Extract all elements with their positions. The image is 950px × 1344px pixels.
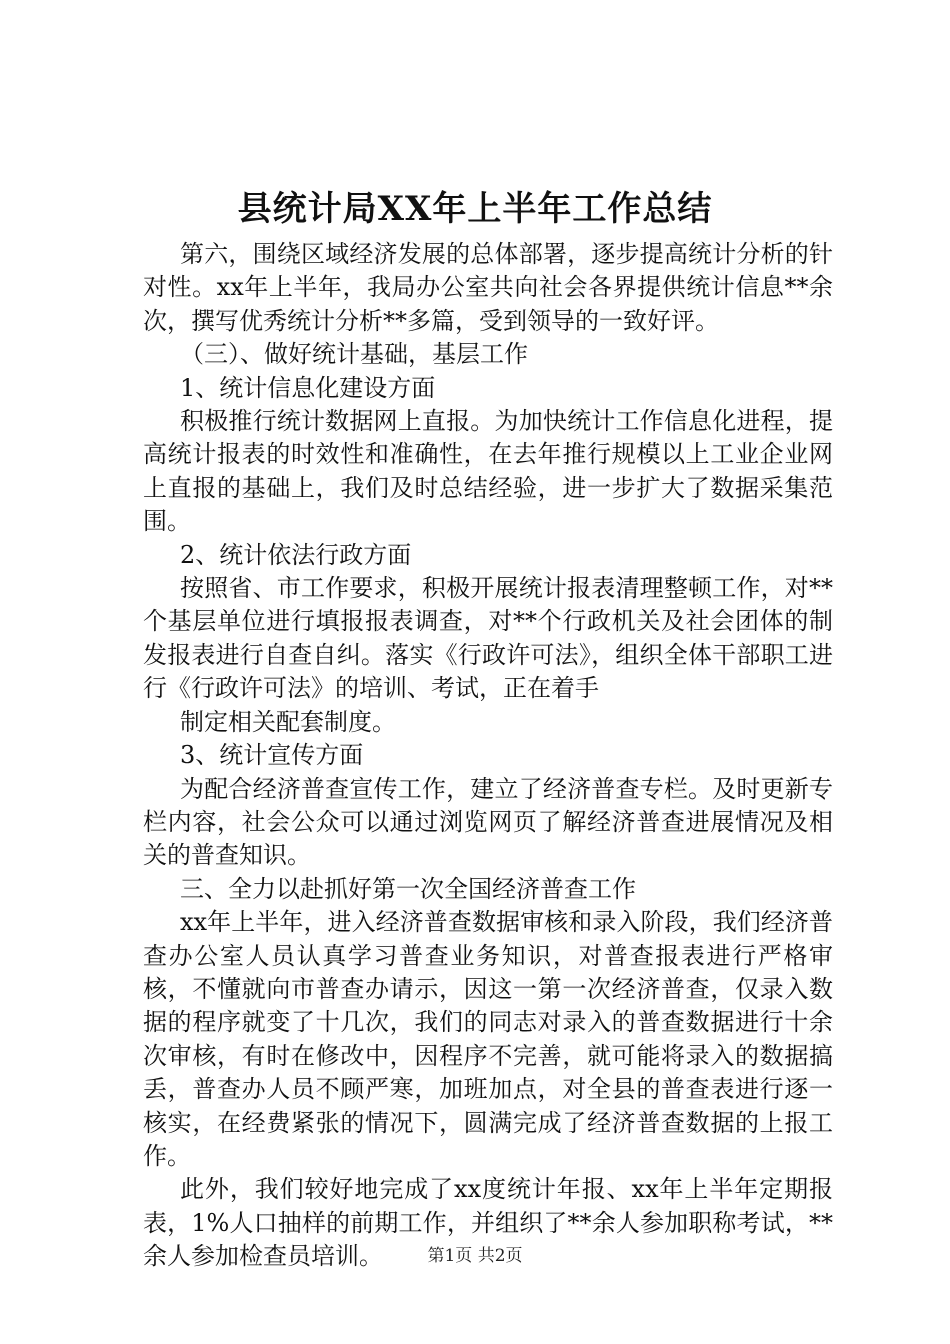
paragraph: xx年上半年，进入经济普查数据审核和录入阶段，我们经济普查办公室人员认真学习普查业务知识，对普查报表进行严格审核，不懂就向市普查办请示，因这一第一次经济普查，仅录入数据的程序就变了十几次，我们的同志对录入的普查数据进行十余次审核，有时在修改中，因程序不完善，就可能将录入的数据搞丢，普查办人员不顾严寒，加班加点，对全县的普查表进行逐一核实，在经费紧张的情况下，圆满完成了经济普查数据的上报工作。: [143, 908, 833, 1170]
page-number-footer: 第1页 共2页: [427, 1246, 523, 1266]
subsection-heading: 3、统计宣传方面: [180, 741, 364, 770]
document-body: [143, 238, 833, 1274]
paragraph: 为配合经济普查宣传工作，建立了经济普查专栏。及时更新专栏内容，社会公众可以通过浏览网页了解经济普查进展情况及相关的普查知识。: [143, 774, 833, 870]
subsection-heading: 2、统计依法行政方面: [180, 540, 412, 569]
subsection-heading: 1、统计信息化建设方面: [180, 373, 436, 402]
paragraph: 此外，我们较好地完成了xx度统计年报、xx年上半年定期报表，1%人口抽样的前期工作，并组织了**余人参加职称考试，**余人参加检查员培训。: [143, 1175, 833, 1271]
section-heading: （三）、做好统计基础，基层工作: [180, 340, 528, 369]
paragraph: 第六，围绕区域经济发展的总体部署，逐步提高统计分析的针对性。xx年上半年，我局办公室共向社会各界提供统计信息**余次，撰写优秀统计分析**多篇，受到领导的一致好评。: [143, 240, 833, 335]
paragraph: 积极推行统计数据网上直报。为加快统计工作信息化进程，提高统计报表的时效性和准确性，在去年推行规模以上工业企业网上直报的基础上，我们及时总结经验，进一步扩大了数据采集范围。: [143, 407, 833, 536]
document-title: 县统计局XX年上半年工作总结: [237, 189, 713, 229]
paragraph: 制定相关配套制度。: [180, 707, 396, 736]
section-heading: 三、全力以赴抓好第一次全国经济普查工作: [180, 874, 636, 903]
paragraph: 按照省、市工作要求，积极开展统计报表清理整顿工作，对**个基层单位进行填报报表调查，对**个行政机关及社会团体的制发报表进行自查自纠。落实《行政许可法》，组织全体干部职工进行《行政许可法》的培训、考试，正在着手: [143, 574, 833, 703]
